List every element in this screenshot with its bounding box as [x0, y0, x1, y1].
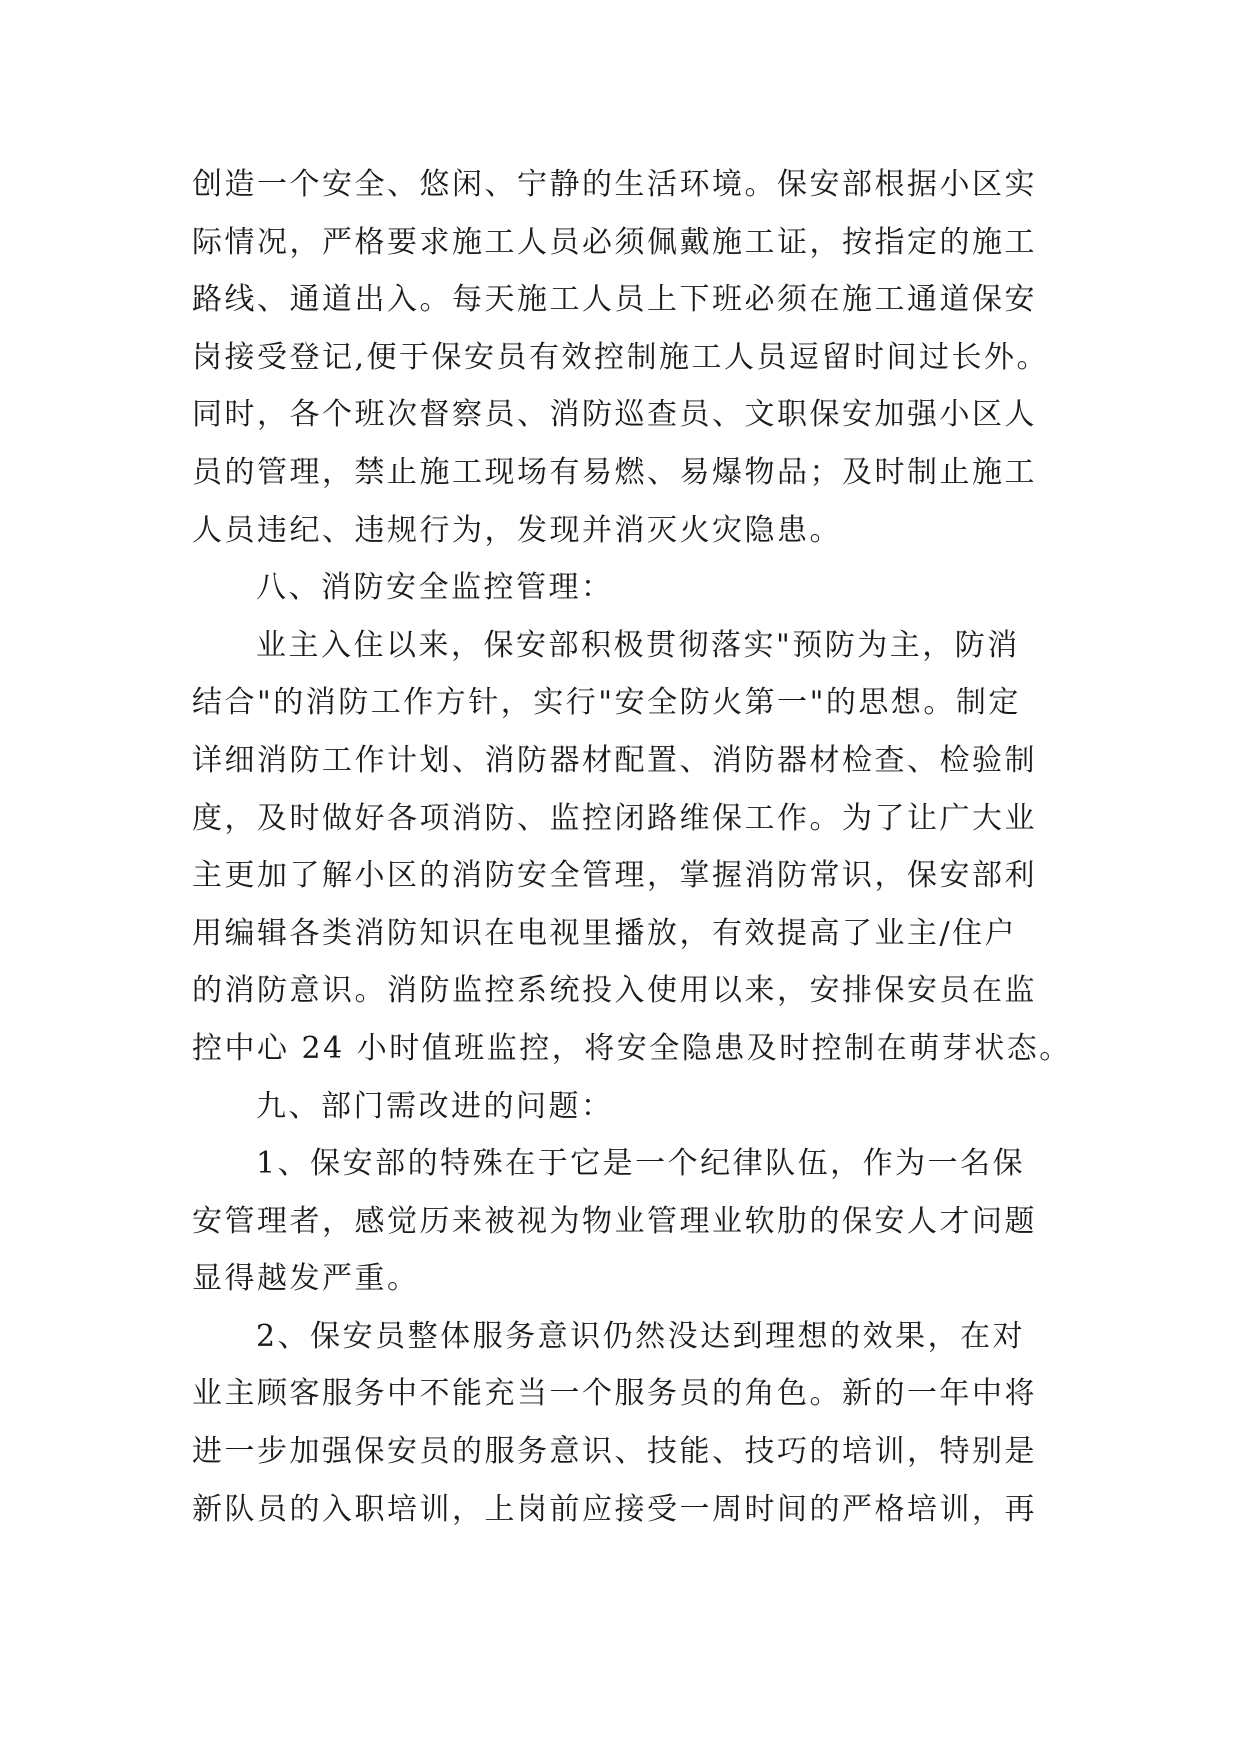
text-line: 控中心 24 小时值班监控，将安全隐患及时控制在萌芽状态。: [192, 1030, 1072, 1066]
text-line: 岗接受登记,便于保安员有效控制施工人员逗留时间过长外。: [192, 339, 1050, 375]
text-line: 业主顾客服务中不能充当一个服务员的角色。新的一年中将: [192, 1376, 1037, 1412]
text-line: 同时，各个班次督察员、消防巡查员、文职保安加强小区人: [192, 397, 1037, 433]
text-line: 用编辑各类消防知识在电视里播放，有效提高了业主/住户: [192, 915, 1018, 951]
text-line: 路线、通道出入。每天施工人员上下班必须在施工通道保安: [192, 282, 1037, 318]
text-line: 际情况，严格要求施工人员必须佩戴施工证，按指定的施工: [192, 224, 1037, 260]
text-line: 业主入住以来，保安部积极贯彻落实"预防为主，防消: [256, 627, 1020, 663]
text-line: 新队员的入职培训，上岗前应接受一周时间的严格培训，再: [192, 1491, 1037, 1527]
text-line: 2、保安员整体服务意识仍然没达到理想的效果，在对: [256, 1318, 1026, 1354]
text-line: 八、消防安全监控管理：: [256, 570, 614, 606]
text-line: 度，及时做好各项消防、监控闭路维保工作。为了让广大业: [192, 800, 1037, 836]
text-line: 的消防意识。消防监控系统投入使用以来，安排保安员在监: [192, 973, 1037, 1009]
text-line: 显得越发严重。: [192, 1261, 420, 1297]
document-body: [192, 156, 1072, 1538]
text-line: 详细消防工作计划、消防器材配置、消防器材检查、检验制: [192, 742, 1037, 778]
text-line: 人员违纪、违规行为，发现并消灭火灾隐患。: [192, 512, 842, 548]
text-line: 结合"的消防工作方针，实行"安全防火第一"的思想。制定: [192, 685, 1021, 721]
text-line: 九、部门需改进的问题：: [256, 1088, 614, 1124]
text-line: 创造一个安全、悠闲、宁静的生活环境。保安部根据小区实: [192, 167, 1037, 202]
text-line: 员的管理，禁止施工现场有易燃、易爆物品；及时制止施工: [192, 454, 1037, 490]
text-line: 1、保安部的特殊在于它是一个纪律队伍，作为一名保: [256, 1146, 1026, 1182]
text-line: 主更加了解小区的消防安全管理，掌握消防常识，保安部利: [192, 858, 1037, 894]
text-line: 安管理者，感觉历来被视为物业管理业软肋的保安人才问题: [192, 1203, 1037, 1239]
text-line: 进一步加强保安员的服务意识、技能、技巧的培训，特别是: [192, 1434, 1037, 1470]
